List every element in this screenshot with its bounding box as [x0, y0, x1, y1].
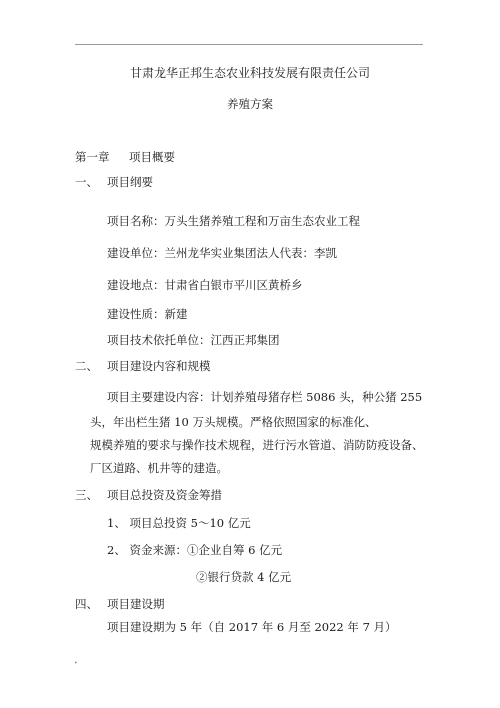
content-line-3: 规模养殖的要求与操作技术规程，进行污水管道、消防防疫设备、: [90, 438, 424, 452]
section-1-number: 一、: [75, 175, 98, 189]
project-name-line: 项目名称：万头生猪养殖工程和万亩生态农业工程: [107, 214, 360, 228]
builder-line: 建设单位：兰州龙华实业集团法人代表：李凯: [107, 246, 337, 260]
company-title: 甘肃龙华正邦生态农业科技发展有限责任公司: [129, 66, 370, 80]
section-1-title: 项目纲要: [107, 175, 153, 189]
section-3-number: 三、: [75, 488, 98, 502]
content-line-1: 项目主要建设内容：计划养殖母猪存栏 5086 头，种公猪 255: [107, 390, 423, 404]
section-2-title: 项目建设内容和规模: [107, 359, 211, 373]
header-rule: [75, 44, 423, 45]
section-4-number: 四、: [75, 597, 98, 611]
bank-loan-line: ②银行贷款 4 亿元: [196, 570, 292, 584]
tech-partner-line: 项目技术依托单位：江西正邦集团: [107, 333, 280, 347]
funding-source-line: 2、 资金来源：①企业自筹 6 亿元: [107, 543, 283, 557]
content-line-4: 厂区道路、机井等的建造。: [90, 461, 228, 475]
footer-mark: •: [74, 660, 78, 667]
content-line-2: 头，年出栏生猪 10 万头规模。严格依照国家的标准化、: [90, 415, 377, 429]
chapter-label: 第一章: [75, 150, 110, 164]
location-line: 建设地点：甘肃省白银市平川区黄桥乡: [107, 278, 303, 292]
section-2-number: 二、: [75, 359, 98, 373]
document-subtitle: 养殖方案: [227, 97, 273, 111]
section-3-title: 项目总投资及资金筹措: [107, 488, 222, 502]
construction-period-line: 项目建设期为 5 年（自 2017 年 6 月至 2022 年 7 月）: [107, 620, 397, 634]
nature-line: 建设性质：新建: [107, 307, 188, 321]
section-4-title: 项目建设期: [107, 597, 165, 611]
total-investment-line: 1、 项目总投资 5～10 亿元: [107, 516, 251, 530]
chapter-title: 项目概要: [129, 150, 175, 164]
